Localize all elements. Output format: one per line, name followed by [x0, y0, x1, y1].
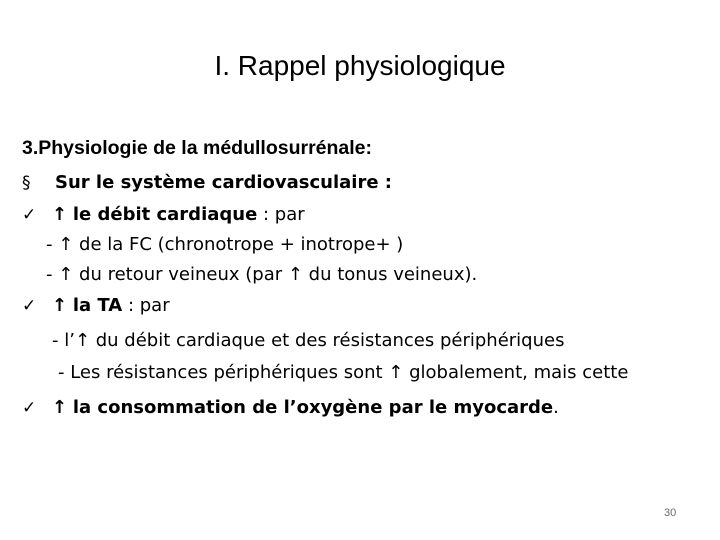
sub-line-venous-return: - ↑ du retour veineux (par ↑ du tonus veineux). — [46, 264, 478, 285]
page-number: 30 — [664, 507, 677, 519]
sub-line-heart-rate: - ↑ de la FC (chronotrope + inotrope+ ) — [46, 234, 404, 255]
sub-line-peripheral-resistance: - Les résistances périphériques sont ↑ globalement, mais cette — [58, 362, 629, 383]
oxygen-consumption-label: la consommation de l’oxygène par le myocarde — [72, 397, 554, 418]
blood-pressure-label: la TA — [72, 295, 123, 316]
section-heading: 3.Physiologie de la médullosurrénale: — [22, 137, 373, 159]
cardiac-output-suffix: : par — [257, 204, 305, 225]
bullet-cardiac-output — [52, 204, 305, 226]
bullet-cardiovascular-label: Sur le système cardiovasculaire : — [55, 172, 392, 193]
up-arrow-icon: ↑ — [52, 295, 68, 316]
bullet-cardiovascular — [55, 172, 392, 194]
up-arrow-icon: ↑ — [52, 204, 68, 225]
square-bullet-icon: § — [22, 173, 31, 193]
oxygen-consumption-suffix: . — [553, 397, 559, 418]
bullet-blood-pressure — [52, 295, 170, 317]
sub-line-cardiac-output-resistance: - l’↑ du débit cardiaque et des résistances périphériques — [52, 330, 565, 351]
blood-pressure-suffix: : par — [122, 295, 170, 316]
bullet-oxygen-consumption — [52, 397, 559, 419]
checkmark-icon: ✓ — [22, 296, 37, 316]
checkmark-icon: ✓ — [22, 398, 37, 418]
checkmark-icon: ✓ — [22, 205, 37, 225]
slide-title: I. Rappel physiologique — [214, 50, 506, 81]
up-arrow-icon: ↑ — [52, 397, 68, 418]
cardiac-output-label: le débit cardiaque — [72, 204, 258, 225]
